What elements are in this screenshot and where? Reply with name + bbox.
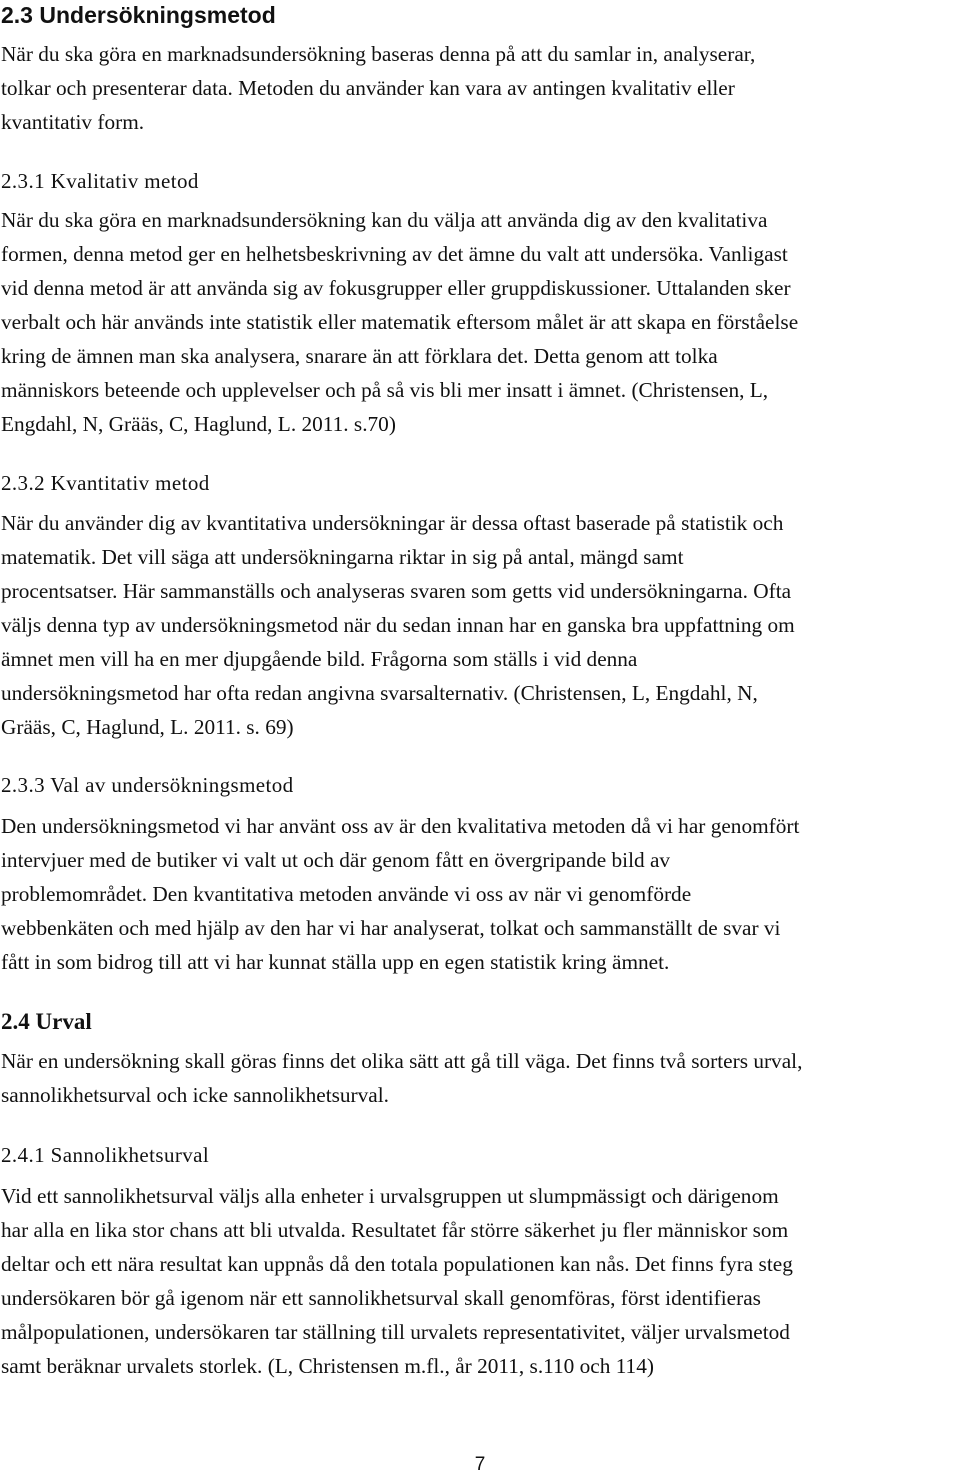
text-line: Vid ett sannolikhetsurval väljs alla enheter i urvalsgruppen ut slumpmässigt och därigenom	[1, 1184, 779, 1208]
text-line: verbalt och här används inte statistik eller matematik eftersom målet är att skapa en förståelse	[1, 310, 799, 334]
text-line: vid denna metod är att använda sig av fokusgrupper eller gruppdiskussioner. Uttalanden sker	[1, 276, 791, 300]
text-line: matematik. Det vill säga att undersökningarna riktar in sig på antal, mängd samt	[1, 545, 684, 569]
section-heading-2-4: 2.4 Urval	[1, 1009, 92, 1034]
text-line: väljs denna typ av undersökningsmetod när du sedan innan har en ganska bra uppfattning om	[1, 613, 795, 637]
text-line: När du ska göra en marknadsundersökning kan du välja att använda dig av den kvalitativa	[1, 208, 768, 232]
text-line: problemområdet. Den kvantitativa metoden använde vi oss av när vi genomförde	[1, 882, 692, 906]
text-line: När du använder dig av kvantitativa undersökningar är dessa oftast baserade på statistik och	[1, 511, 784, 535]
paragraph-2-3-2	[1, 506, 959, 744]
text-line: När du ska göra en marknadsundersökning baseras denna på att du samlar in, analyserar,	[1, 42, 756, 66]
paragraph-2-3-1	[1, 203, 959, 441]
text-line: deltar och ett nära resultat kan uppnås då den totala populationen kan nås. Det finns fyra steg	[1, 1252, 793, 1276]
subsection-heading-2-3-2: 2.3.2 Kvantitativ metod	[1, 471, 210, 495]
text-line: procentsatser. Här sammanställs och analyseras svaren som getts vid undersökningarna. Ofta	[1, 579, 792, 603]
text-line: fått in som bidrog till att vi har kunnat ställa upp en egen statistik kring ämnet.	[1, 950, 670, 974]
text-line: undersökaren bör gå igenom när ett sannolikhetsurval skall genomföras, först identifieras	[1, 1286, 761, 1310]
paragraph-2-3-3	[1, 809, 959, 979]
text-line: intervjuer med de butiker vi valt ut och där genom fått en övergripande bild av	[1, 848, 671, 872]
section-heading-2-3: 2.3 Undersökningsmetod	[1, 2, 276, 28]
text-line: människors beteende och upplevelser och på så vis bli mer insatt i ämnet. (Christensen, L,	[1, 378, 769, 402]
subsection-heading-2-4-1: 2.4.1 Sannolikhetsurval	[1, 1143, 210, 1167]
text-line: kring de ämnen man ska analysera, snarare än att förklara det. Detta genom att tolka	[1, 344, 718, 368]
text-line: samt beräknar urvalets storlek. (L, Christensen m.fl., år 2011, s.110 och 114)	[1, 1354, 654, 1378]
text-line: målpopulationen, undersökaren tar ställning till urvalets representativitet, väljer urvalsmetod	[1, 1320, 790, 1344]
text-line: kvantitativ form.	[1, 110, 145, 134]
subsection-heading-2-3-3: 2.3.3 Val av undersökningsmetod	[1, 773, 294, 797]
text-line: sannolikhetsurval och icke sannolikhetsurval.	[1, 1083, 389, 1107]
text-line: tolkar och presenterar data. Metoden du använder kan vara av antingen kvalitativ eller	[1, 76, 735, 100]
text-line: Engdahl, N, Grääs, C, Haglund, L. 2011. s.70)	[1, 412, 396, 436]
paragraph-2-4	[1, 1044, 959, 1112]
text-line: Den undersökningsmetod vi har använt oss av är den kvalitativa metoden då vi har genomfört	[1, 814, 800, 838]
paragraph-2-4-1	[1, 1179, 959, 1383]
paragraph-2-3	[1, 37, 959, 139]
subsection-heading-2-3-1: 2.3.1 Kvalitativ metod	[1, 169, 199, 193]
text-line: undersökningsmetod har ofta redan angivna svarsalternativ. (Christensen, L, Engdahl, N,	[1, 681, 758, 705]
text-line: har alla en lika stor chans att bli utvalda. Resultatet får större säkerhet ju fler människor som	[1, 1218, 789, 1242]
text-line: formen, denna metod ger en helhetsbeskrivning av det ämne du valt att undersöka. Vanligast	[1, 242, 788, 266]
text-line: webbenkäten och med hjälp av den har vi har analyserat, tolkat och sammanställt de svar vi	[1, 916, 781, 940]
text-line: ämnet men vill ha en mer djupgående bild. Frågorna som ställs i vid denna	[1, 647, 638, 671]
text-line: Grääs, C, Haglund, L. 2011. s. 69)	[1, 715, 294, 739]
page-number: 7	[474, 1454, 486, 1475]
text-line: När en undersökning skall göras finns det olika sätt att gå till väga. Det finns två sorters urval,	[1, 1049, 803, 1073]
